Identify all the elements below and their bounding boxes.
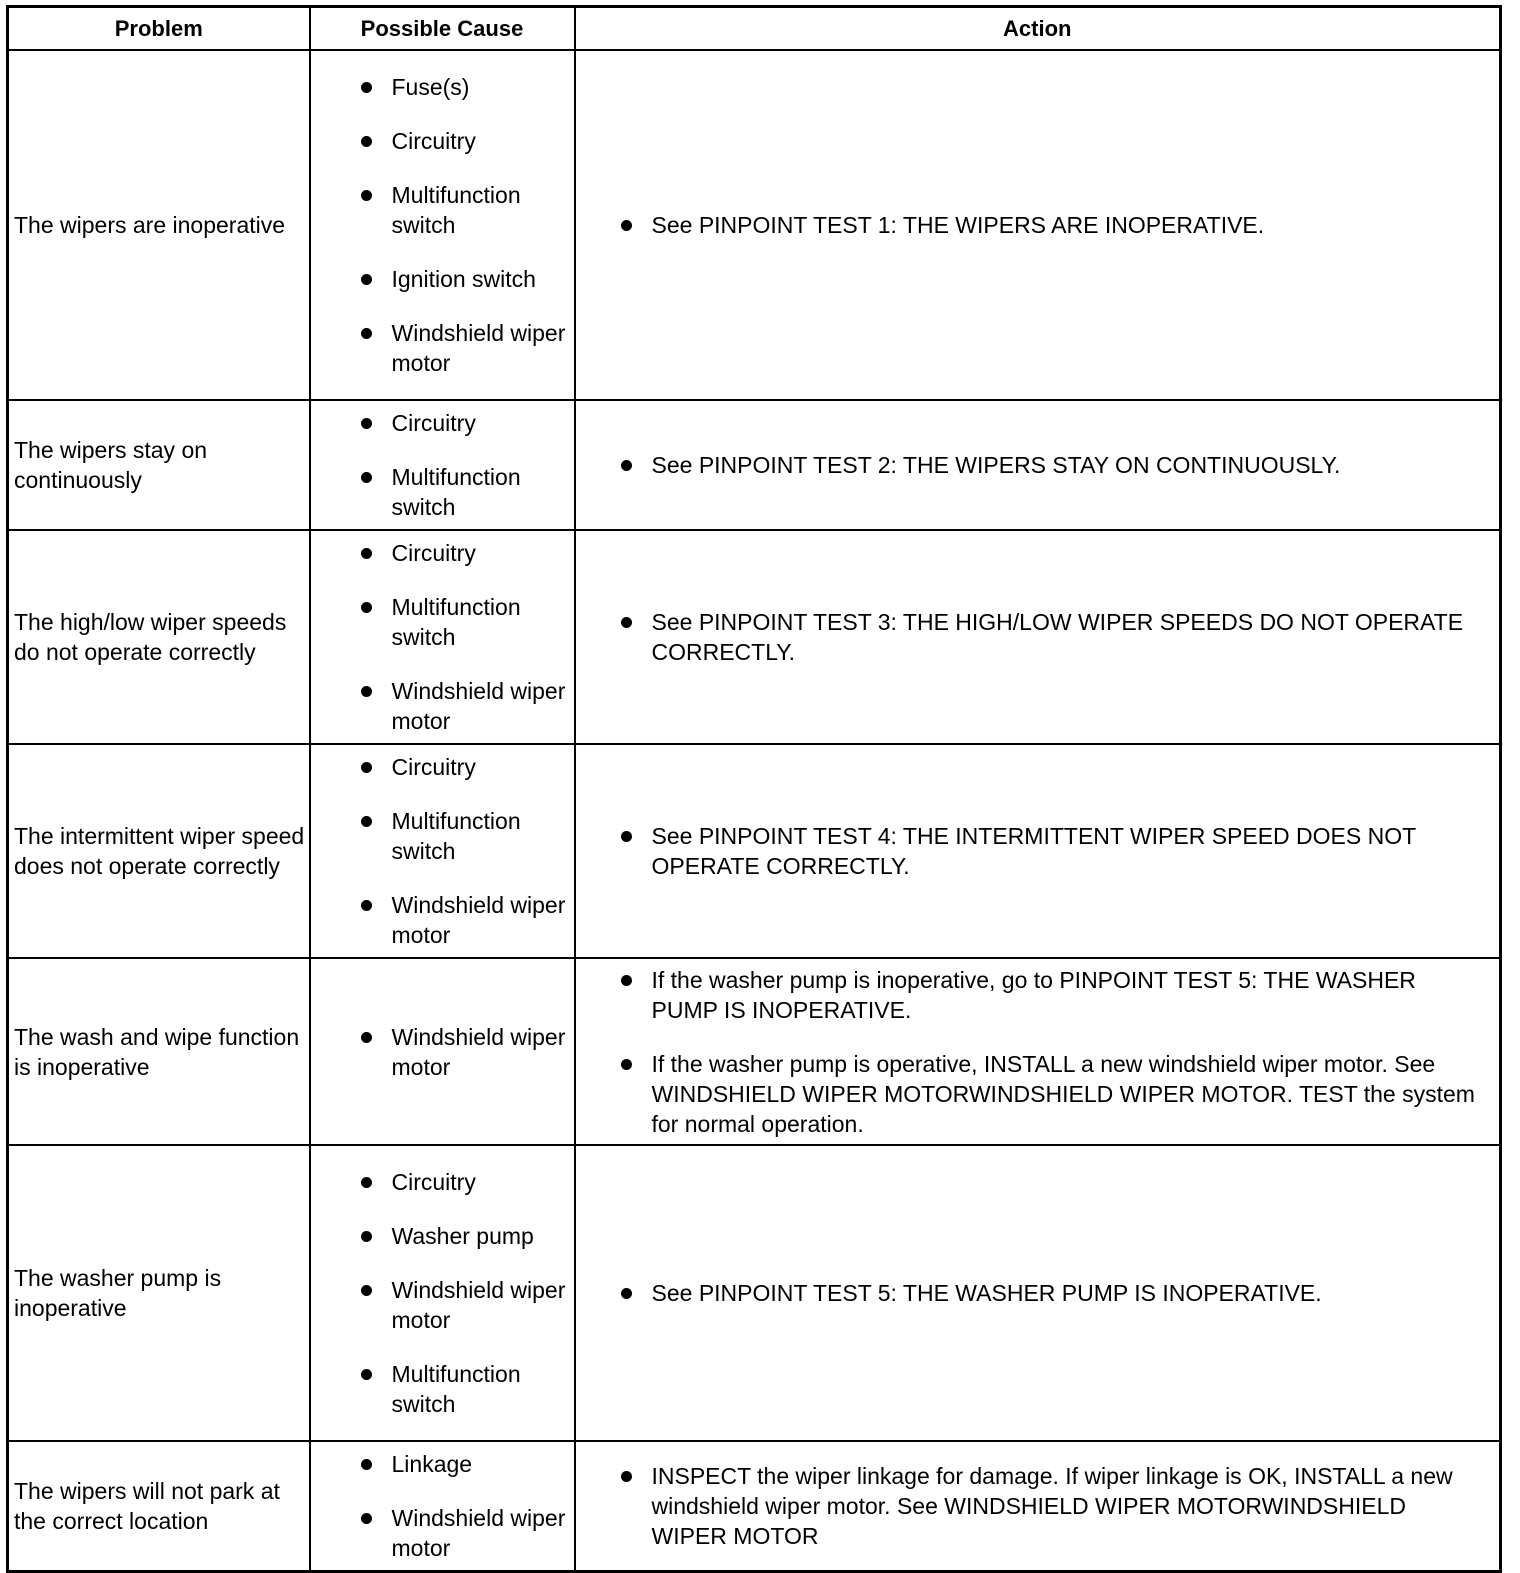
action-list: [618, 1278, 1482, 1308]
header-action: Action: [575, 7, 1501, 51]
action-item: See PINPOINT TEST 4: THE INTERMITTENT WIPER SPEED DOES NOT OPERATE CORRECTLY.: [618, 821, 1482, 881]
cause-cell: [310, 1441, 575, 1572]
action-cell: [575, 400, 1501, 530]
action-cell: [575, 530, 1501, 744]
cause-list: [358, 72, 568, 378]
cause-list: [358, 752, 568, 950]
header-row: [8, 7, 1501, 51]
cause-item: Washer pump: [358, 1221, 568, 1251]
cause-list: [358, 1449, 568, 1563]
cause-list: [358, 538, 568, 736]
problem-cell: The wipers are inoperative: [8, 50, 310, 400]
action-item: See PINPOINT TEST 5: THE WASHER PUMP IS INOPERATIVE.: [618, 1278, 1482, 1308]
cause-cell: [310, 744, 575, 958]
cause-item: Windshield wiper motor: [358, 676, 568, 736]
cause-item: Circuitry: [358, 1167, 568, 1197]
troubleshooting-table: [6, 5, 1502, 1573]
cause-item: Ignition switch: [358, 264, 568, 294]
action-cell: [575, 744, 1501, 958]
table-row: [8, 958, 1501, 1145]
action-cell: [575, 50, 1501, 400]
action-list: [618, 607, 1482, 667]
table-row: [8, 744, 1501, 958]
action-item: See PINPOINT TEST 2: THE WIPERS STAY ON CONTINUOUSLY.: [618, 450, 1482, 480]
table-row: [8, 1145, 1501, 1441]
header-possible-cause: Possible Cause: [310, 7, 575, 51]
problem-cell: The intermittent wiper speed does not operate correctly: [8, 744, 310, 958]
action-cell: [575, 1145, 1501, 1441]
cause-item: Windshield wiper motor: [358, 318, 568, 378]
cause-item: Multifunction switch: [358, 180, 568, 240]
cause-item: Circuitry: [358, 538, 568, 568]
problem-cell: The wipers will not park at the correct location: [8, 1441, 310, 1572]
cause-item: Windshield wiper motor: [358, 1503, 568, 1563]
cause-item: Circuitry: [358, 126, 568, 156]
cause-item: Circuitry: [358, 408, 568, 438]
cause-item: Multifunction switch: [358, 806, 568, 866]
action-item: If the washer pump is inoperative, go to PINPOINT TEST 5: THE WASHER PUMP IS INOPERATIVE.: [618, 965, 1482, 1025]
cause-item: Windshield wiper motor: [358, 890, 568, 950]
problem-cell: The washer pump is inoperative: [8, 1145, 310, 1441]
cause-cell: [310, 50, 575, 400]
cause-item: Linkage: [358, 1449, 568, 1479]
cause-cell: [310, 958, 575, 1145]
cause-list: [358, 408, 568, 522]
problem-cell: The wash and wipe function is inoperative: [8, 958, 310, 1145]
header-problem: Problem: [8, 7, 310, 51]
cause-cell: [310, 530, 575, 744]
cause-item: Circuitry: [358, 752, 568, 782]
cause-item: Windshield wiper motor: [358, 1275, 568, 1335]
table-row: [8, 400, 1501, 530]
table-row: [8, 50, 1501, 400]
cause-item: Fuse(s): [358, 72, 568, 102]
cause-cell: [310, 1145, 575, 1441]
action-list: [618, 210, 1482, 240]
table-row: [8, 1441, 1501, 1572]
cause-item: Windshield wiper motor: [358, 1022, 568, 1082]
cause-item: Multifunction switch: [358, 592, 568, 652]
problem-cell: The high/low wiper speeds do not operate correctly: [8, 530, 310, 744]
action-item: See PINPOINT TEST 1: THE WIPERS ARE INOPERATIVE.: [618, 210, 1482, 240]
table-row: [8, 530, 1501, 744]
problem-cell: The wipers stay on continuously: [8, 400, 310, 530]
action-cell: [575, 958, 1501, 1145]
action-list: [618, 1461, 1482, 1551]
action-item: If the washer pump is operative, INSTALL a new windshield wiper motor. See WINDSHIELD WIPER MOTORWINDSHIELD WIPER MOTOR. TEST the system for normal operation.: [618, 1049, 1482, 1139]
cause-list: [358, 1167, 568, 1419]
cause-item: Multifunction switch: [358, 462, 568, 522]
cause-item: Multifunction switch: [358, 1359, 568, 1419]
cause-cell: [310, 400, 575, 530]
cause-list: [358, 1022, 568, 1082]
action-list: [618, 450, 1482, 480]
action-cell: [575, 1441, 1501, 1572]
action-item: See PINPOINT TEST 3: THE HIGH/LOW WIPER SPEEDS DO NOT OPERATE CORRECTLY.: [618, 607, 1482, 667]
action-item: INSPECT the wiper linkage for damage. If wiper linkage is OK, INSTALL a new windshield wiper motor. See WINDSHIELD WIPER MOTORWINDSHIELD WIPER MOTOR: [618, 1461, 1482, 1551]
action-list: [618, 821, 1482, 881]
action-list: [618, 965, 1482, 1139]
